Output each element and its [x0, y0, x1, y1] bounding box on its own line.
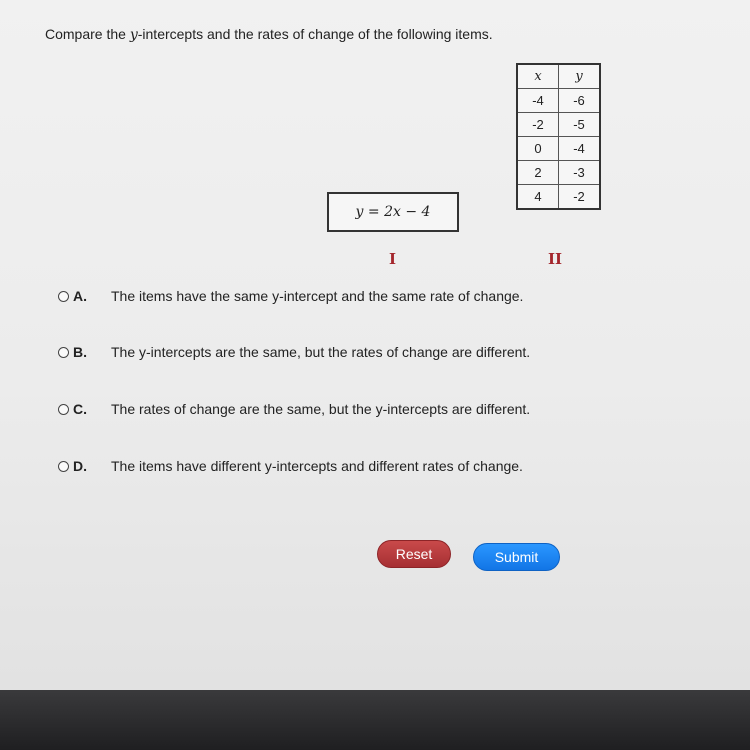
reset-button[interactable]: Reset	[377, 540, 451, 568]
option-text: The rates of change are the same, but the y-intercepts are different.	[111, 401, 531, 417]
option-d[interactable]	[58, 458, 523, 474]
table-cell: -5	[559, 113, 601, 137]
item-label-one: I	[389, 250, 397, 268]
table-row	[517, 89, 600, 113]
table-row	[517, 185, 600, 210]
option-text: The y-intercepts are the same, but the rates of change are different.	[111, 344, 531, 360]
option-letter: D.	[73, 458, 87, 474]
option-c[interactable]	[58, 401, 530, 417]
item-label-two: II	[548, 250, 563, 268]
radio-icon[interactable]	[58, 461, 69, 472]
table-cell: -2	[559, 185, 601, 210]
table-cell: -6	[559, 89, 601, 113]
prompt-variable: y	[129, 27, 138, 43]
table-header-y: y	[559, 64, 601, 89]
table-row	[517, 137, 600, 161]
radio-icon[interactable]	[58, 404, 69, 415]
option-letter: B.	[73, 344, 87, 360]
table-row	[517, 113, 600, 137]
option-text: The items have different y-intercepts and different rates of change.	[111, 458, 523, 474]
table-cell: 4	[517, 185, 559, 210]
table-cell: 2	[517, 161, 559, 185]
radio-icon[interactable]	[58, 291, 69, 302]
monitor-bezel	[0, 690, 750, 750]
option-letter: A.	[73, 288, 87, 304]
table-header-x: x	[517, 64, 559, 89]
table-header-row	[517, 64, 600, 89]
table-cell: -2	[517, 113, 559, 137]
question-prompt	[45, 26, 493, 43]
table-cell: -3	[559, 161, 601, 185]
xy-table	[516, 63, 601, 210]
equation-text: y = 2x − 4	[355, 204, 431, 220]
submit-button[interactable]: Submit	[473, 543, 560, 571]
option-a[interactable]	[58, 288, 523, 304]
table-cell: -4	[517, 89, 559, 113]
option-text: The items have the same y-intercept and the same rate of change.	[111, 288, 524, 304]
radio-icon[interactable]	[58, 347, 69, 358]
prompt-text-start: Compare the	[45, 26, 130, 42]
prompt-text-end: -intercepts and the rates of change of the following items.	[137, 26, 493, 42]
option-b[interactable]	[58, 344, 530, 360]
table-cell: 0	[517, 137, 559, 161]
table-row	[517, 161, 600, 185]
option-letter: C.	[73, 401, 87, 417]
table-cell: -4	[559, 137, 601, 161]
equation-box	[327, 192, 459, 232]
